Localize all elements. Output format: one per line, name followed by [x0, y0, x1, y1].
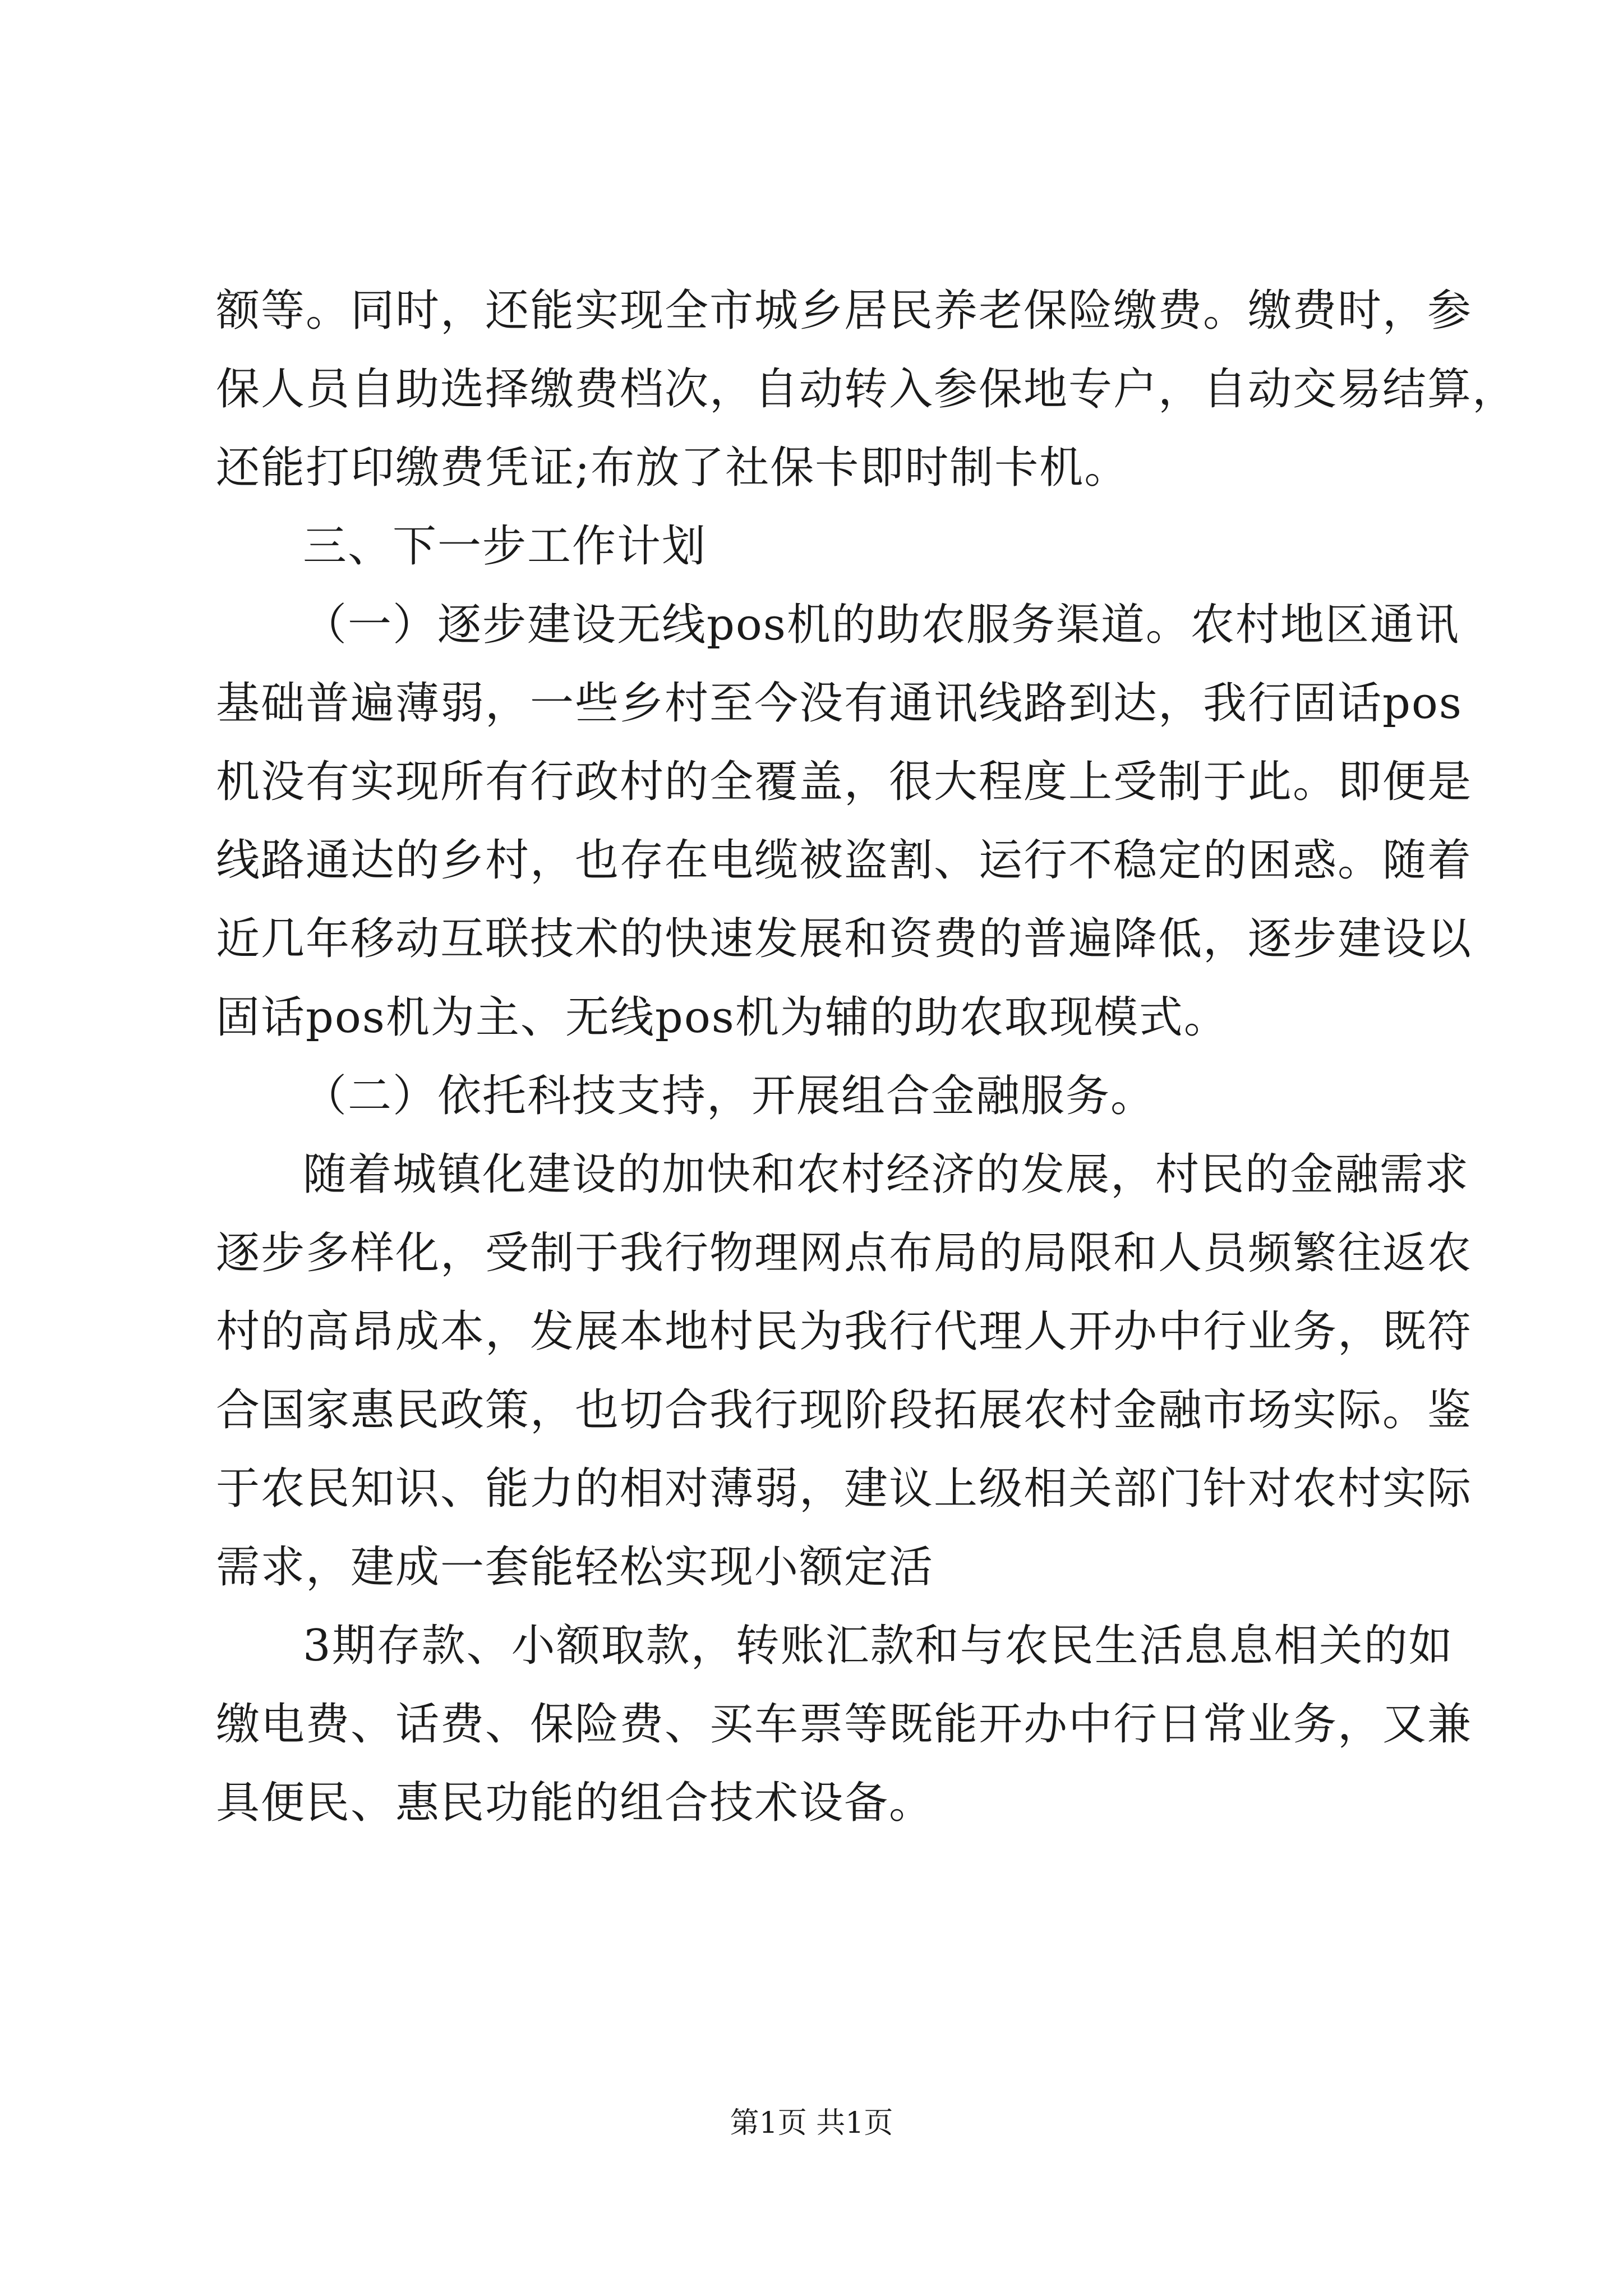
paragraph-line: 机没有实现所有行政村的全覆盖，很大程度上受制于此。即便是 — [216, 757, 1473, 807]
paragraph-line: 需求，建成一套能轻松实现小额定活 — [216, 1542, 934, 1593]
paragraph-line: 于农民知识、能力的相对薄弱，建议上级相关部门针对农村实际 — [216, 1464, 1473, 1514]
paragraph-line: 固话pos机为主、无线pos机为辅的助农取现模式。 — [216, 992, 1229, 1043]
paragraph-line: 具便民、惠民功能的组合技术设备。 — [216, 1778, 934, 1828]
paragraph-line: （一）逐步建设无线pos机的助农服务渠道。农村地区通讯 — [303, 600, 1460, 650]
page-footer: 第1页 共1页 — [730, 2106, 893, 2140]
paragraph-line: 保人员自助选择缴费档次，自动转入参保地专户，自动交易结算， — [216, 364, 1518, 415]
paragraph-line: 基础普遍薄弱，一些乡村至今没有通讯线路到达，我行固话pos — [216, 678, 1463, 729]
paragraph-line: 额等。同时，还能实现全市城乡居民养老保险缴费。缴费时，参 — [216, 286, 1473, 336]
section-heading: 三、下一步工作计划 — [303, 521, 707, 572]
paragraph-line: 村的高昂成本，发展本地村民为我行代理人开办中行业务，既符 — [216, 1306, 1473, 1357]
paragraph-line: 线路通达的乡村，也存在电缆被盗割、运行不稳定的困惑。随着 — [216, 835, 1473, 886]
subsection-heading: （二）依托科技支持，开展组合金融服务。 — [303, 1071, 1156, 1121]
paragraph-line: 近几年移动互联技术的快速发展和资费的普遍降低，逐步建设以 — [216, 914, 1473, 964]
paragraph-line: 3期存款、小额取款，转账汇款和与农民生活息息相关的如 — [303, 1621, 1454, 1671]
paragraph-line: 缴电费、话费、保险费、买车票等既能开办中行日常业务，又兼 — [216, 1699, 1473, 1750]
paragraph-line: 还能打印缴费凭证;布放了社保卡即时制卡机。 — [216, 443, 1129, 493]
paragraph-line: 合国家惠民政策，也切合我行现阶段拓展农村金融市场实际。鉴 — [216, 1385, 1473, 1435]
paragraph-line: 逐步多样化，受制于我行物理网点布局的局限和人员频繁往返农 — [216, 1228, 1473, 1278]
paragraph-line: 随着城镇化建设的加快和农村经济的发展，村民的金融需求 — [303, 1149, 1470, 1200]
